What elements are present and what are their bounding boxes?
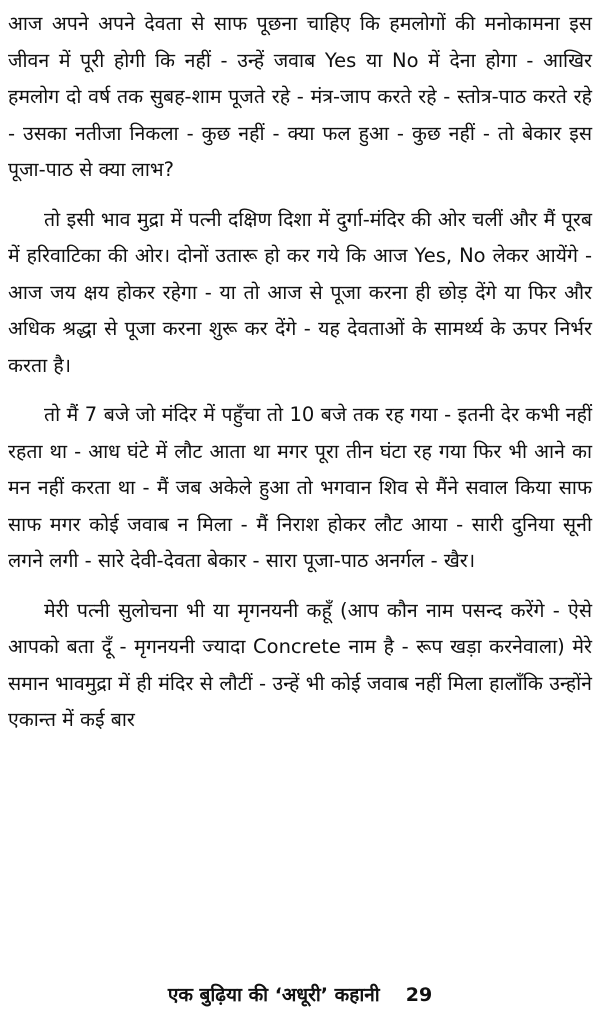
paragraph-2: तो इसी भाव मुद्रा में पत्नी दक्षिण दिशा में दुर्गा-मंदिर की ओर चलीं और मैं पूरब में हरिवाटिका की ओर। दोनों उतारू हो कर गये कि आज Yes, No लेकर आयेंगे - आज जय क्षय होकर रहेगा - या तो आज से पूजा करना ही छोड़ देंगे या फिर और अधिक श्रद्धा से पूजा करना शुरू कर देंगे - यह देवताओं के सामर्थ्य के ऊपर निर्भर करता है। (8, 207, 592, 377)
body-text (8, 6, 592, 752)
page-footer (0, 980, 600, 1010)
paragraph-3: तो मैं 7 बजे जो मंदिर में पहुँचा तो 10 बजे तक रह गया - इतनी देर कभी नहीं रहता था - आध घंटे में लौट आता था मगर पूरा तीन घंटा रह गया फिर भी आने का मन नहीं करता था - मैं जब अकेले हुआ तो भगवान शिव से मैंने सवाल किया साफ साफ मगर कोई जवाब न मिला - मैं निराश होकर लौट आया - सारी दुनिया सूनी लगने लगी - सारे देवी-देवता बेकार - सारा पूजा-पाठ अनर्गल - खैर। (8, 403, 592, 572)
page-number: 29 (405, 984, 433, 1006)
running-title: एक बुढ़िया की ‘अधूरी’ कहानी (167, 984, 380, 1006)
paragraph-1: आज अपने अपने देवता से साफ पूछना चाहिए कि हमलोगों की मनोकामना इस जीवन में पूरी होगी कि नहीं - उन्हें जवाब Yes या No में देना होगा - आखिर हमलोग दो वर्ष तक सुबह-शाम पूजते रहे - मंत्र-जाप करते रहे - स्तोत्र-पाठ करते रहे - उसका नतीजा निकला - कुछ नहीं - क्या फल हुआ - कुछ नहीं - तो बेकार इस पूजा-पाठ से क्या लाभ? (8, 12, 592, 181)
paragraph-4: मेरी पत्नी सुलोचना भी या मृगनयनी कहूँ (आप कौन नाम पसन्द करेंगे - ऐसे आपको बता दूँ - मृगनयनी ज्यादा Concrete नाम है - रूप खड़ा करनेवाला) मेरे समान भावमुद्रा में ही मंदिर से लौटीं - उन्हें भी कोई जवाब नहीं मिला हालाँकि उन्होंने एकान्त में कई बार (8, 598, 592, 731)
